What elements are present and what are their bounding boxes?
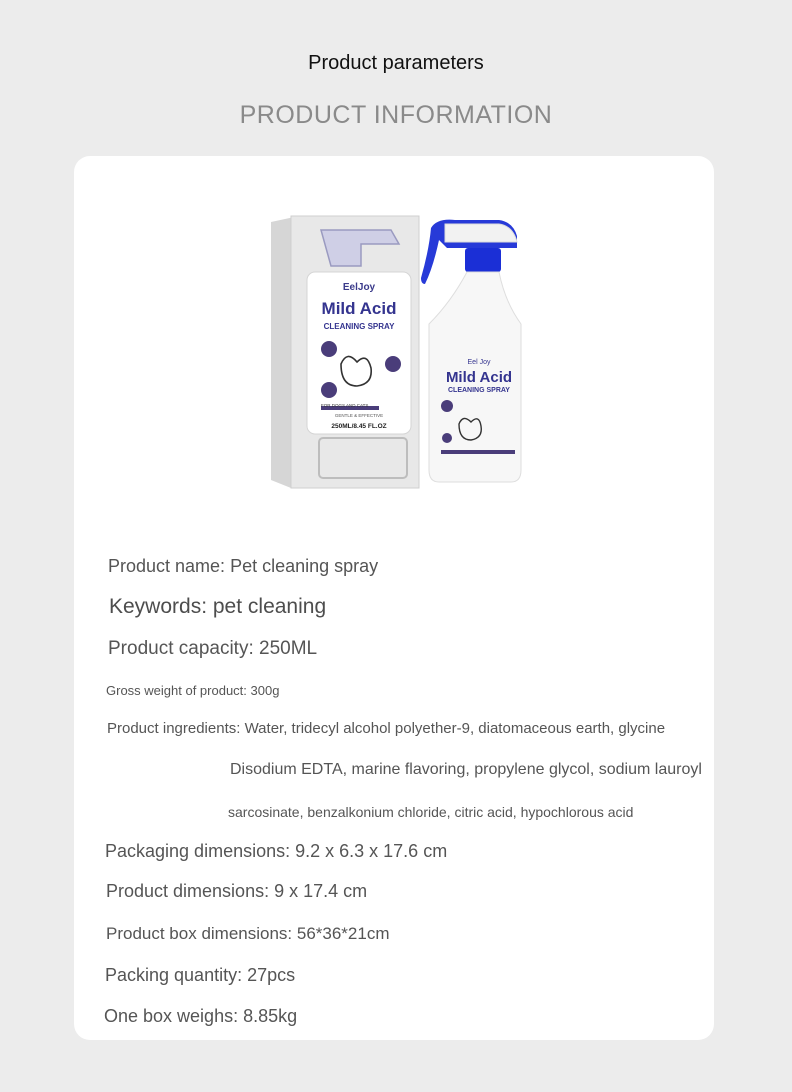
bottle-stripe <box>441 450 515 454</box>
spec-keywords: Keywords: pet cleaning <box>109 595 327 618</box>
spec-box-dimensions: Product box dimensions: 56*36*21cm <box>106 924 390 943</box>
page-title: Product parameters <box>308 52 484 74</box>
spec-packing-quantity: Packing quantity: 27pcs <box>105 965 296 985</box>
spec-product-name: Product name: Pet cleaning spray <box>108 556 379 576</box>
page-subtitle: PRODUCT INFORMATION <box>239 101 553 129</box>
product-info-card <box>74 156 714 1040</box>
spec-capacity: Product capacity: 250ML <box>108 638 318 659</box>
spec-product-dimensions: Product dimensions: 9 x 17.4 cm <box>106 881 368 901</box>
box-badge-icon <box>385 356 401 372</box>
box-note: FOR DOGS AND CATS <box>321 403 369 408</box>
bottle-badge-icon <box>442 433 452 443</box>
spec-box-weight: One box weighs: 8.85kg <box>104 1006 298 1026</box>
bottle-badge-icon <box>441 400 453 412</box>
box-badge-icon <box>321 382 337 398</box>
bottle-product-subtitle: CLEANING SPRAY <box>448 387 510 394</box>
spec-packaging-dimensions: Packaging dimensions: 9.2 x 6.3 x 17.6 cm <box>105 841 448 861</box>
bottle-brand: Eel Joy <box>467 359 491 366</box>
box-product-subtitle: CLEANING SPRAY <box>323 322 395 331</box>
bottle-product-title: Mild Acid <box>445 369 513 386</box>
spec-ingredients-line-2: Disodium EDTA, marine flavoring, propylene glycol, sodium lauroyl <box>230 761 702 778</box>
bottle-nozzle <box>445 224 517 242</box>
box-badge-icon <box>321 341 337 357</box>
product-photo <box>269 214 529 489</box>
box-volume: 250ML/8.45 FL.OZ <box>331 423 387 430</box>
box-brand: EelJoy <box>342 282 376 293</box>
spec-ingredients-line-3: sarcosinate, benzalkonium chloride, citric acid, hypochlorous acid <box>228 804 634 820</box>
box-product-title: Mild Acid <box>321 299 397 318</box>
box-tagline: GENTLE & EFFECTIVE <box>334 413 384 418</box>
bottle-cap <box>465 248 501 272</box>
spec-gross-weight: Gross weight of product: 300g <box>106 683 280 698</box>
spec-ingredients-line-1: Product ingredients: Water, tridecyl alcohol polyether-9, diatomaceous earth, glycine <box>107 720 666 737</box>
